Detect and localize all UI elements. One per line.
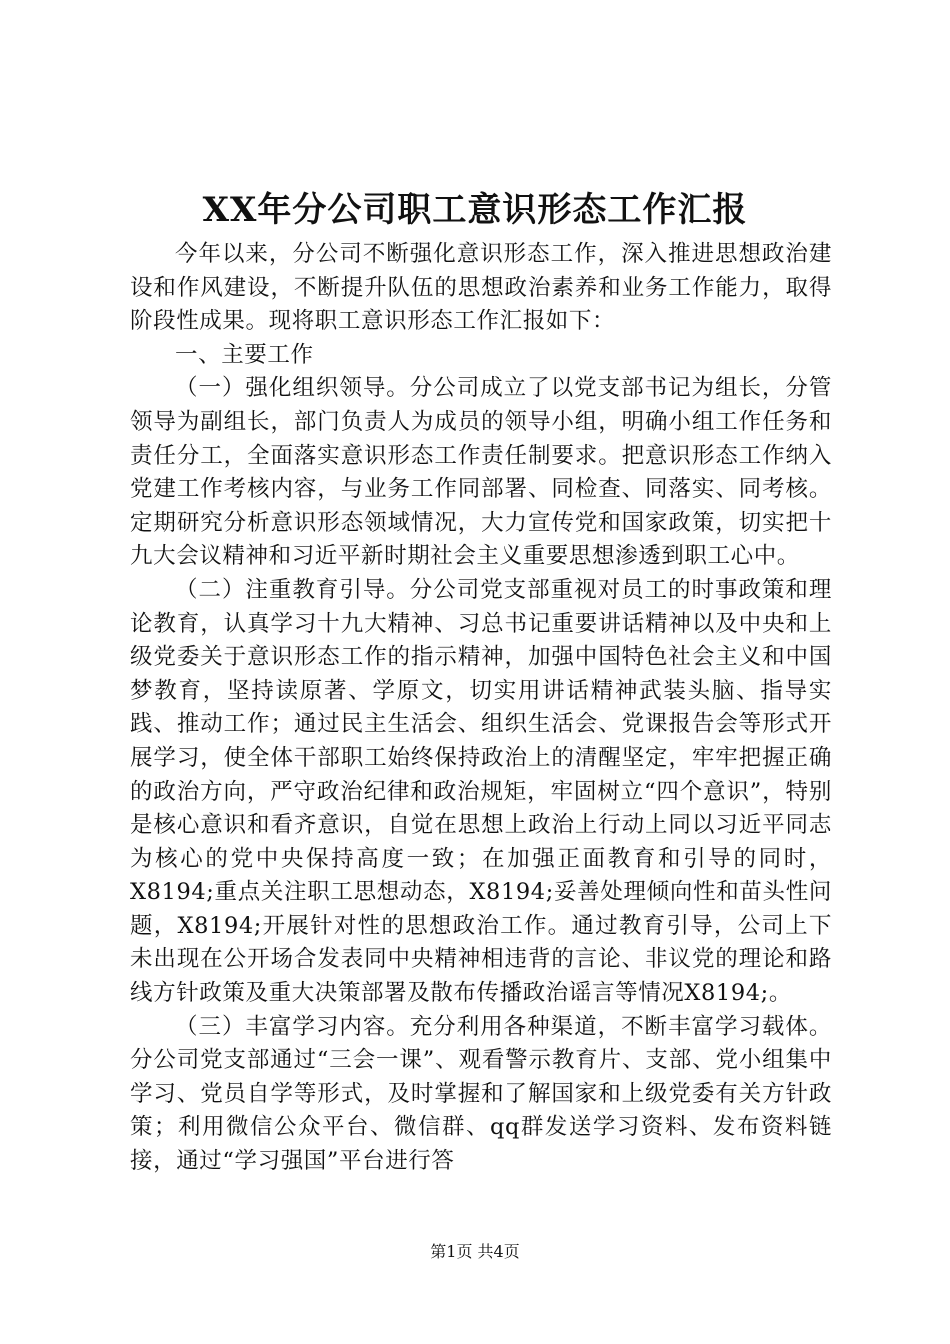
document-title: XX年分公司职工意识形态工作汇报 — [202, 190, 748, 230]
paragraph-organization: （一）强化组织领导。分公司成立了以党支部书记为组长，分管领导为副组长，部门负责人为成员的领导小组，明确小组工作任务和责任分工，全面落实意识形态工作责任制要求。把意识形态工作纳入党建工作考核内容，与业务工作同部署、同检查、同落实、同考核。定期研究分析意识形态领域情况，大力宣传党和国家政策，切实把十九大会议精神和习近平新时期社会主义重要思想渗透到职工心中。 — [130, 375, 832, 570]
paragraph-education: （二）注重教育引导。分公司党支部重视对员工的时事政策和理论教育，认真学习十九大精神、习总书记重要讲话精神以及中央和上级党委关于意识形态工作的指示精神，加强中国特色社会主义和中国梦教育，坚持读原著、学原文，切实用讲话精神武装头脑、指导实践、推动工作；通过民主生活会、组织生活会、党课报告会等形式开展学习，使全体干部职工始终保持政治上的清醒坚定，牢牢把握正确的政治方向，严守政治纪律和政治规矩，牢固树立“四个意识”，特别是核心意识和看齐意识，自觉在思想上政治上行动上同以习近平同志为核心的党中央保持高度一致；在加强正面教育和引导的同时，X8194;重点关注职工思想动态，X8194;妥善处理倾向性和苗头性问题，X8194;开展针对性的思想政治工作。通过教育引导，公司上下未出现在公开场合发表同中央精神相违背的言论、非议党的理论和路线方针政策及重大决策部署及散布传播政治谣言等情况X8194;。 — [130, 576, 832, 1007]
paragraph-learning-content: （三）丰富学习内容。充分利用各种渠道，不断丰富学习载体。分公司党支部通过“三会一课”、观看警示教育片、支部、党小组集中学习、党员自学等形式，及时掌握和了解国家和上级党委有关方针政策；利用微信公众平台、微信群、qq群发送学习资料、发布资料链接，通过“学习强国”平台进行答 — [130, 1013, 832, 1175]
section-heading-main-work: 一、主要工作 — [175, 341, 314, 368]
page-footer: 第1页 共4页 — [430, 1242, 520, 1261]
document-body — [130, 238, 832, 1179]
paragraph-intro: 今年以来，分公司不断强化意识形态工作，深入推进思想政治建设和作风建设，不断提升队伍的思想政治素养和业务工作能力，取得阶段性成果。现将职工意识形态工作汇报如下： — [130, 241, 832, 335]
